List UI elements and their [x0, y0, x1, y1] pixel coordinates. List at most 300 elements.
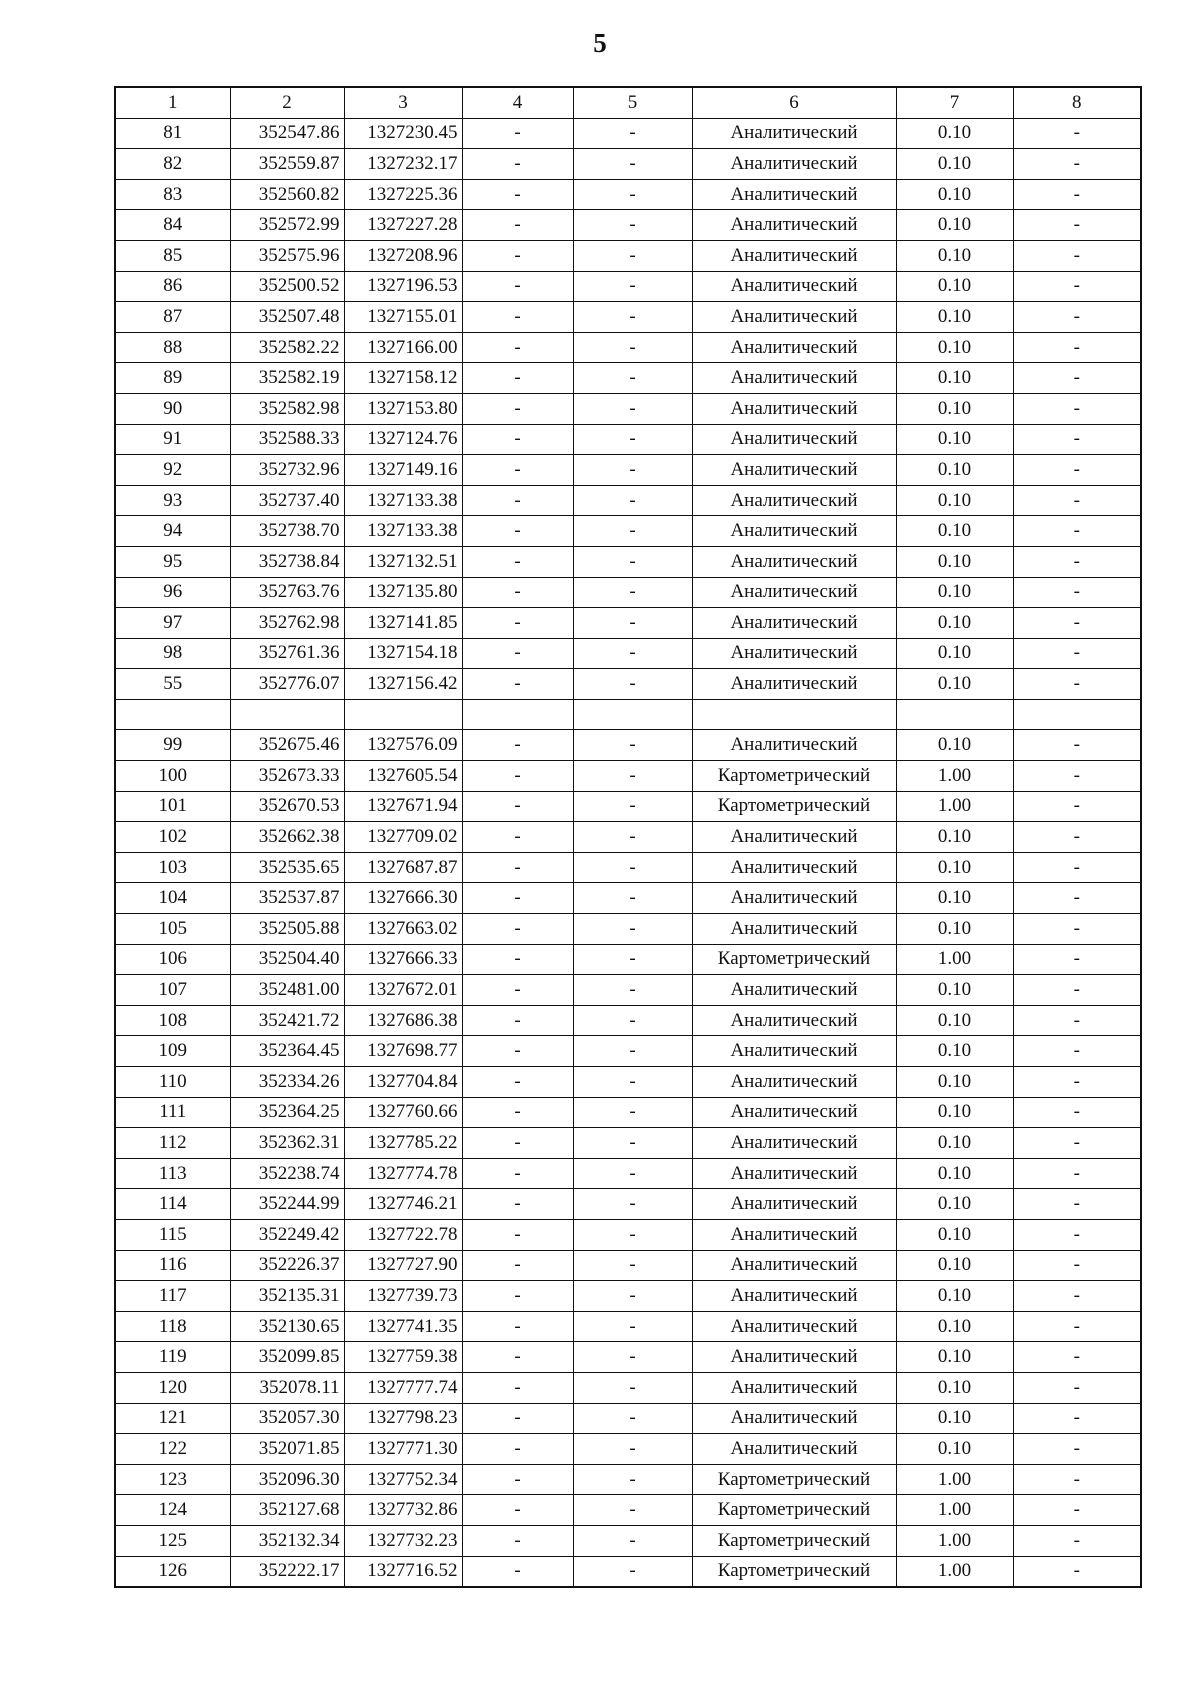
- y-coordinate-cell: 1327605.54: [344, 761, 462, 792]
- x-coordinate-cell: 352673.33: [230, 761, 344, 792]
- point-number-cell: 90: [115, 393, 230, 424]
- column-header: 1: [115, 87, 230, 118]
- x-coordinate-cell: 352132.34: [230, 1525, 344, 1556]
- column-8-cell: -: [1013, 1495, 1141, 1526]
- method-cell: Аналитический: [692, 1036, 896, 1067]
- y-coordinate-cell: 1327672.01: [344, 975, 462, 1006]
- column-8-cell: -: [1013, 1005, 1141, 1036]
- table-row: [115, 302, 1141, 333]
- point-number-cell: 102: [115, 822, 230, 853]
- column-4-cell: -: [462, 669, 573, 700]
- column-4-cell: [462, 699, 573, 730]
- column-8-cell: -: [1013, 1128, 1141, 1159]
- column-8-cell: -: [1013, 332, 1141, 363]
- method-cell: Аналитический: [692, 1128, 896, 1159]
- point-number-cell: 109: [115, 1036, 230, 1067]
- x-coordinate-cell: 352547.86: [230, 118, 344, 149]
- accuracy-cell: 0.10: [896, 1036, 1013, 1067]
- column-5-cell: -: [573, 118, 692, 149]
- page-number: 5: [593, 28, 607, 58]
- y-coordinate-cell: 1327141.85: [344, 608, 462, 639]
- column-8-cell: -: [1013, 485, 1141, 516]
- column-5-cell: -: [573, 546, 692, 577]
- x-coordinate-cell: 352364.45: [230, 1036, 344, 1067]
- accuracy-cell: 0.10: [896, 485, 1013, 516]
- point-number-cell: 108: [115, 1005, 230, 1036]
- column-4-cell: -: [462, 914, 573, 945]
- column-header: 6: [692, 87, 896, 118]
- column-5-cell: -: [573, 516, 692, 547]
- x-coordinate-cell: 352572.99: [230, 210, 344, 241]
- accuracy-cell: 0.10: [896, 577, 1013, 608]
- accuracy-cell: 0.10: [896, 546, 1013, 577]
- accuracy-cell: 1.00: [896, 791, 1013, 822]
- column-5-cell: -: [573, 1189, 692, 1220]
- column-5-cell: -: [573, 608, 692, 639]
- point-number-cell: 103: [115, 852, 230, 883]
- column-5-cell: -: [573, 791, 692, 822]
- y-coordinate-cell: 1327752.34: [344, 1464, 462, 1495]
- column-header: 2: [230, 87, 344, 118]
- table-row: [115, 1464, 1141, 1495]
- column-8-cell: -: [1013, 1434, 1141, 1465]
- accuracy-cell: 0.10: [896, 1403, 1013, 1434]
- method-cell: Картометрический: [692, 944, 896, 975]
- point-number-cell: 104: [115, 883, 230, 914]
- method-cell: Аналитический: [692, 240, 896, 271]
- method-cell: Аналитический: [692, 1311, 896, 1342]
- column-5-cell: -: [573, 363, 692, 394]
- x-coordinate-cell: 352732.96: [230, 455, 344, 486]
- column-5-cell: -: [573, 761, 692, 792]
- point-number-cell: 105: [115, 914, 230, 945]
- point-number-cell: 117: [115, 1281, 230, 1312]
- table-row: [115, 546, 1141, 577]
- method-cell: Картометрический: [692, 791, 896, 822]
- column-5-cell: -: [573, 914, 692, 945]
- method-cell: Аналитический: [692, 914, 896, 945]
- column-4-cell: -: [462, 1128, 573, 1159]
- y-coordinate-cell: 1327716.52: [344, 1556, 462, 1587]
- method-cell: Аналитический: [692, 852, 896, 883]
- point-number-cell: 81: [115, 118, 230, 149]
- x-coordinate-cell: 352670.53: [230, 791, 344, 822]
- column-8-cell: -: [1013, 1097, 1141, 1128]
- point-number-cell: 124: [115, 1495, 230, 1526]
- y-coordinate-cell: 1327774.78: [344, 1158, 462, 1189]
- column-4-cell: -: [462, 1219, 573, 1250]
- column-8-cell: -: [1013, 149, 1141, 180]
- y-coordinate-cell: 1327135.80: [344, 577, 462, 608]
- column-5-cell: -: [573, 302, 692, 333]
- method-cell: Картометрический: [692, 1495, 896, 1526]
- column-8-cell: -: [1013, 210, 1141, 241]
- method-cell: Аналитический: [692, 577, 896, 608]
- table-row: [115, 669, 1141, 700]
- column-5-cell: -: [573, 1219, 692, 1250]
- table-row: [115, 1403, 1141, 1434]
- table-body: [115, 118, 1141, 1587]
- column-8-cell: -: [1013, 1372, 1141, 1403]
- column-5-cell: -: [573, 393, 692, 424]
- table-row: [115, 118, 1141, 149]
- y-coordinate-cell: 1327666.30: [344, 883, 462, 914]
- method-cell: Аналитический: [692, 1342, 896, 1373]
- column-5-cell: -: [573, 883, 692, 914]
- table-header-row: [115, 87, 1141, 118]
- column-4-cell: -: [462, 118, 573, 149]
- method-cell: Аналитический: [692, 1158, 896, 1189]
- table-row: [115, 1219, 1141, 1250]
- column-4-cell: -: [462, 1556, 573, 1587]
- method-cell: [692, 699, 896, 730]
- column-8-cell: -: [1013, 240, 1141, 271]
- column-8-cell: -: [1013, 914, 1141, 945]
- column-4-cell: -: [462, 638, 573, 669]
- table-row: [115, 975, 1141, 1006]
- method-cell: Картометрический: [692, 1525, 896, 1556]
- table-row: [115, 1005, 1141, 1036]
- point-number-cell: 95: [115, 546, 230, 577]
- point-number-cell: 88: [115, 332, 230, 363]
- column-4-cell: -: [462, 1189, 573, 1220]
- x-coordinate-cell: 352675.46: [230, 730, 344, 761]
- y-coordinate-cell: 1327746.21: [344, 1189, 462, 1220]
- column-8-cell: -: [1013, 1158, 1141, 1189]
- method-cell: Аналитический: [692, 393, 896, 424]
- x-coordinate-cell: 352737.40: [230, 485, 344, 516]
- column-4-cell: -: [462, 546, 573, 577]
- x-coordinate-cell: 352582.19: [230, 363, 344, 394]
- y-coordinate-cell: 1327154.18: [344, 638, 462, 669]
- accuracy-cell: 1.00: [896, 944, 1013, 975]
- column-5-cell: -: [573, 577, 692, 608]
- column-8-cell: -: [1013, 424, 1141, 455]
- column-8-cell: -: [1013, 179, 1141, 210]
- column-4-cell: -: [462, 1036, 573, 1067]
- table-row: [115, 393, 1141, 424]
- column-8-cell: -: [1013, 975, 1141, 1006]
- method-cell: Аналитический: [692, 424, 896, 455]
- y-coordinate-cell: 1327196.53: [344, 271, 462, 302]
- y-coordinate-cell: 1327158.12: [344, 363, 462, 394]
- column-4-cell: -: [462, 485, 573, 516]
- point-number-cell: 93: [115, 485, 230, 516]
- column-4-cell: -: [462, 975, 573, 1006]
- method-cell: Аналитический: [692, 363, 896, 394]
- table-row: [115, 455, 1141, 486]
- accuracy-cell: 0.10: [896, 1219, 1013, 1250]
- point-number-cell: 107: [115, 975, 230, 1006]
- table-row: [115, 577, 1141, 608]
- x-coordinate-cell: 352249.42: [230, 1219, 344, 1250]
- x-coordinate-cell: 352244.99: [230, 1189, 344, 1220]
- method-cell: Аналитический: [692, 822, 896, 853]
- point-number-cell: 110: [115, 1067, 230, 1098]
- column-8-cell: -: [1013, 1556, 1141, 1587]
- column-8-cell: -: [1013, 363, 1141, 394]
- column-8-cell: -: [1013, 1067, 1141, 1098]
- method-cell: Аналитический: [692, 730, 896, 761]
- column-4-cell: -: [462, 944, 573, 975]
- column-8-cell: -: [1013, 577, 1141, 608]
- column-4-cell: -: [462, 1097, 573, 1128]
- table-row: [115, 271, 1141, 302]
- column-5-cell: -: [573, 455, 692, 486]
- column-8-cell: -: [1013, 393, 1141, 424]
- accuracy-cell: 0.10: [896, 1189, 1013, 1220]
- y-coordinate-cell: 1327153.80: [344, 393, 462, 424]
- accuracy-cell: 0.10: [896, 730, 1013, 761]
- method-cell: Аналитический: [692, 638, 896, 669]
- table-row: [115, 1067, 1141, 1098]
- x-coordinate-cell: 352588.33: [230, 424, 344, 455]
- accuracy-cell: 0.10: [896, 149, 1013, 180]
- column-header: 8: [1013, 87, 1141, 118]
- method-cell: Аналитический: [692, 546, 896, 577]
- x-coordinate-cell: 352763.76: [230, 577, 344, 608]
- method-cell: Картометрический: [692, 1556, 896, 1587]
- accuracy-cell: 0.10: [896, 210, 1013, 241]
- method-cell: Аналитический: [692, 179, 896, 210]
- column-4-cell: -: [462, 1005, 573, 1036]
- method-cell: Аналитический: [692, 485, 896, 516]
- table-row: [115, 761, 1141, 792]
- x-coordinate-cell: 352507.48: [230, 302, 344, 333]
- method-cell: Аналитический: [692, 669, 896, 700]
- x-coordinate-cell: 352130.65: [230, 1311, 344, 1342]
- accuracy-cell: 0.10: [896, 883, 1013, 914]
- method-cell: Аналитический: [692, 271, 896, 302]
- y-coordinate-cell: 1327741.35: [344, 1311, 462, 1342]
- column-4-cell: -: [462, 210, 573, 241]
- method-cell: Аналитический: [692, 1250, 896, 1281]
- accuracy-cell: 0.10: [896, 1372, 1013, 1403]
- method-cell: Аналитический: [692, 210, 896, 241]
- point-number-cell: 111: [115, 1097, 230, 1128]
- column-4-cell: -: [462, 883, 573, 914]
- accuracy-cell: 0.10: [896, 914, 1013, 945]
- y-coordinate-cell: 1327133.38: [344, 485, 462, 516]
- y-coordinate-cell: 1327124.76: [344, 424, 462, 455]
- accuracy-cell: 0.10: [896, 1097, 1013, 1128]
- column-4-cell: -: [462, 271, 573, 302]
- x-coordinate-cell: 352505.88: [230, 914, 344, 945]
- y-coordinate-cell: 1327149.16: [344, 455, 462, 486]
- point-number-cell: 113: [115, 1158, 230, 1189]
- x-coordinate-cell: [230, 699, 344, 730]
- accuracy-cell: 1.00: [896, 761, 1013, 792]
- y-coordinate-cell: 1327698.77: [344, 1036, 462, 1067]
- table-row: [115, 608, 1141, 639]
- point-number-cell: 97: [115, 608, 230, 639]
- method-cell: Аналитический: [692, 1219, 896, 1250]
- x-coordinate-cell: 352057.30: [230, 1403, 344, 1434]
- column-8-cell: -: [1013, 669, 1141, 700]
- table-row: [115, 516, 1141, 547]
- method-cell: Аналитический: [692, 1005, 896, 1036]
- column-8-cell: -: [1013, 638, 1141, 669]
- y-coordinate-cell: 1327732.23: [344, 1525, 462, 1556]
- accuracy-cell: 0.10: [896, 1158, 1013, 1189]
- column-8-cell: -: [1013, 1311, 1141, 1342]
- accuracy-cell: 0.10: [896, 516, 1013, 547]
- column-8-cell: -: [1013, 822, 1141, 853]
- column-5-cell: -: [573, 852, 692, 883]
- table-row: [115, 1342, 1141, 1373]
- method-cell: Аналитический: [692, 455, 896, 486]
- column-5-cell: -: [573, 1434, 692, 1465]
- table-row: [115, 914, 1141, 945]
- y-coordinate-cell: 1327722.78: [344, 1219, 462, 1250]
- x-coordinate-cell: 352738.84: [230, 546, 344, 577]
- column-8-cell: -: [1013, 1189, 1141, 1220]
- accuracy-cell: 0.10: [896, 1005, 1013, 1036]
- column-8-cell: -: [1013, 1403, 1141, 1434]
- method-cell: Аналитический: [692, 1097, 896, 1128]
- method-cell: Аналитический: [692, 1372, 896, 1403]
- y-coordinate-cell: 1327777.74: [344, 1372, 462, 1403]
- column-4-cell: -: [462, 730, 573, 761]
- column-8-cell: -: [1013, 118, 1141, 149]
- column-5-cell: -: [573, 975, 692, 1006]
- point-number-cell: 123: [115, 1464, 230, 1495]
- column-4-cell: -: [462, 455, 573, 486]
- column-8-cell: -: [1013, 1464, 1141, 1495]
- table-row: [115, 791, 1141, 822]
- y-coordinate-cell: 1327230.45: [344, 118, 462, 149]
- column-5-cell: -: [573, 1281, 692, 1312]
- point-number-cell: 98: [115, 638, 230, 669]
- column-8-cell: -: [1013, 546, 1141, 577]
- column-header: 4: [462, 87, 573, 118]
- column-5-cell: -: [573, 424, 692, 455]
- accuracy-cell: 0.10: [896, 608, 1013, 639]
- column-8-cell: -: [1013, 883, 1141, 914]
- table-row: [115, 822, 1141, 853]
- column-5-cell: -: [573, 485, 692, 516]
- point-number-cell: [115, 699, 230, 730]
- column-4-cell: -: [462, 852, 573, 883]
- table-row: [115, 1036, 1141, 1067]
- point-number-cell: 89: [115, 363, 230, 394]
- x-coordinate-cell: 352500.52: [230, 271, 344, 302]
- x-coordinate-cell: 352559.87: [230, 149, 344, 180]
- y-coordinate-cell: 1327798.23: [344, 1403, 462, 1434]
- accuracy-cell: 0.10: [896, 363, 1013, 394]
- x-coordinate-cell: 352582.98: [230, 393, 344, 424]
- x-coordinate-cell: 352096.30: [230, 1464, 344, 1495]
- column-4-cell: -: [462, 1372, 573, 1403]
- column-5-cell: -: [573, 1556, 692, 1587]
- table-row: [115, 179, 1141, 210]
- point-number-cell: 120: [115, 1372, 230, 1403]
- method-cell: Аналитический: [692, 1434, 896, 1465]
- x-coordinate-cell: 352560.82: [230, 179, 344, 210]
- accuracy-cell: 1.00: [896, 1556, 1013, 1587]
- y-coordinate-cell: 1327785.22: [344, 1128, 462, 1159]
- table-row: [115, 485, 1141, 516]
- accuracy-cell: 0.10: [896, 179, 1013, 210]
- column-5-cell: -: [573, 1464, 692, 1495]
- column-4-cell: -: [462, 179, 573, 210]
- column-5-cell: -: [573, 1005, 692, 1036]
- column-8-cell: -: [1013, 944, 1141, 975]
- column-4-cell: -: [462, 577, 573, 608]
- point-number-cell: 126: [115, 1556, 230, 1587]
- column-4-cell: -: [462, 1311, 573, 1342]
- x-coordinate-cell: 352238.74: [230, 1158, 344, 1189]
- column-4-cell: -: [462, 1464, 573, 1495]
- column-4-cell: -: [462, 1158, 573, 1189]
- column-4-cell: -: [462, 240, 573, 271]
- y-coordinate-cell: 1327227.28: [344, 210, 462, 241]
- method-cell: Аналитический: [692, 883, 896, 914]
- point-number-cell: 91: [115, 424, 230, 455]
- point-number-cell: 118: [115, 1311, 230, 1342]
- method-cell: Аналитический: [692, 332, 896, 363]
- method-cell: Картометрический: [692, 761, 896, 792]
- x-coordinate-cell: 352582.22: [230, 332, 344, 363]
- y-coordinate-cell: 1327739.73: [344, 1281, 462, 1312]
- point-number-cell: 84: [115, 210, 230, 241]
- point-number-cell: 96: [115, 577, 230, 608]
- point-number-cell: 82: [115, 149, 230, 180]
- table-row: [115, 149, 1141, 180]
- point-number-cell: 106: [115, 944, 230, 975]
- x-coordinate-cell: 352761.36: [230, 638, 344, 669]
- table-row: [115, 1281, 1141, 1312]
- x-coordinate-cell: 352226.37: [230, 1250, 344, 1281]
- table-row: [115, 363, 1141, 394]
- accuracy-cell: 0.10: [896, 393, 1013, 424]
- table-row: [115, 699, 1141, 730]
- x-coordinate-cell: 352099.85: [230, 1342, 344, 1373]
- table-row: [115, 424, 1141, 455]
- table-row: [115, 1097, 1141, 1128]
- y-coordinate-cell: 1327687.87: [344, 852, 462, 883]
- column-4-cell: -: [462, 791, 573, 822]
- y-coordinate-cell: 1327576.09: [344, 730, 462, 761]
- table-row: [115, 240, 1141, 271]
- column-8-cell: -: [1013, 1250, 1141, 1281]
- point-number-cell: 121: [115, 1403, 230, 1434]
- column-4-cell: -: [462, 1067, 573, 1098]
- column-4-cell: -: [462, 302, 573, 333]
- column-4-cell: -: [462, 393, 573, 424]
- method-cell: Аналитический: [692, 1067, 896, 1098]
- y-coordinate-cell: 1327732.86: [344, 1495, 462, 1526]
- accuracy-cell: 0.10: [896, 1311, 1013, 1342]
- x-coordinate-cell: 352127.68: [230, 1495, 344, 1526]
- x-coordinate-cell: 352762.98: [230, 608, 344, 639]
- accuracy-cell: 0.10: [896, 1281, 1013, 1312]
- x-coordinate-cell: 352537.87: [230, 883, 344, 914]
- column-4-cell: -: [462, 1250, 573, 1281]
- accuracy-cell: [896, 699, 1013, 730]
- x-coordinate-cell: 352334.26: [230, 1067, 344, 1098]
- column-8-cell: [1013, 699, 1141, 730]
- table-row: [115, 1128, 1141, 1159]
- column-5-cell: -: [573, 1403, 692, 1434]
- point-number-cell: 125: [115, 1525, 230, 1556]
- x-coordinate-cell: 352535.65: [230, 852, 344, 883]
- column-4-cell: -: [462, 363, 573, 394]
- column-5-cell: -: [573, 638, 692, 669]
- x-coordinate-cell: 352222.17: [230, 1556, 344, 1587]
- accuracy-cell: 0.10: [896, 1128, 1013, 1159]
- y-coordinate-cell: 1327771.30: [344, 1434, 462, 1465]
